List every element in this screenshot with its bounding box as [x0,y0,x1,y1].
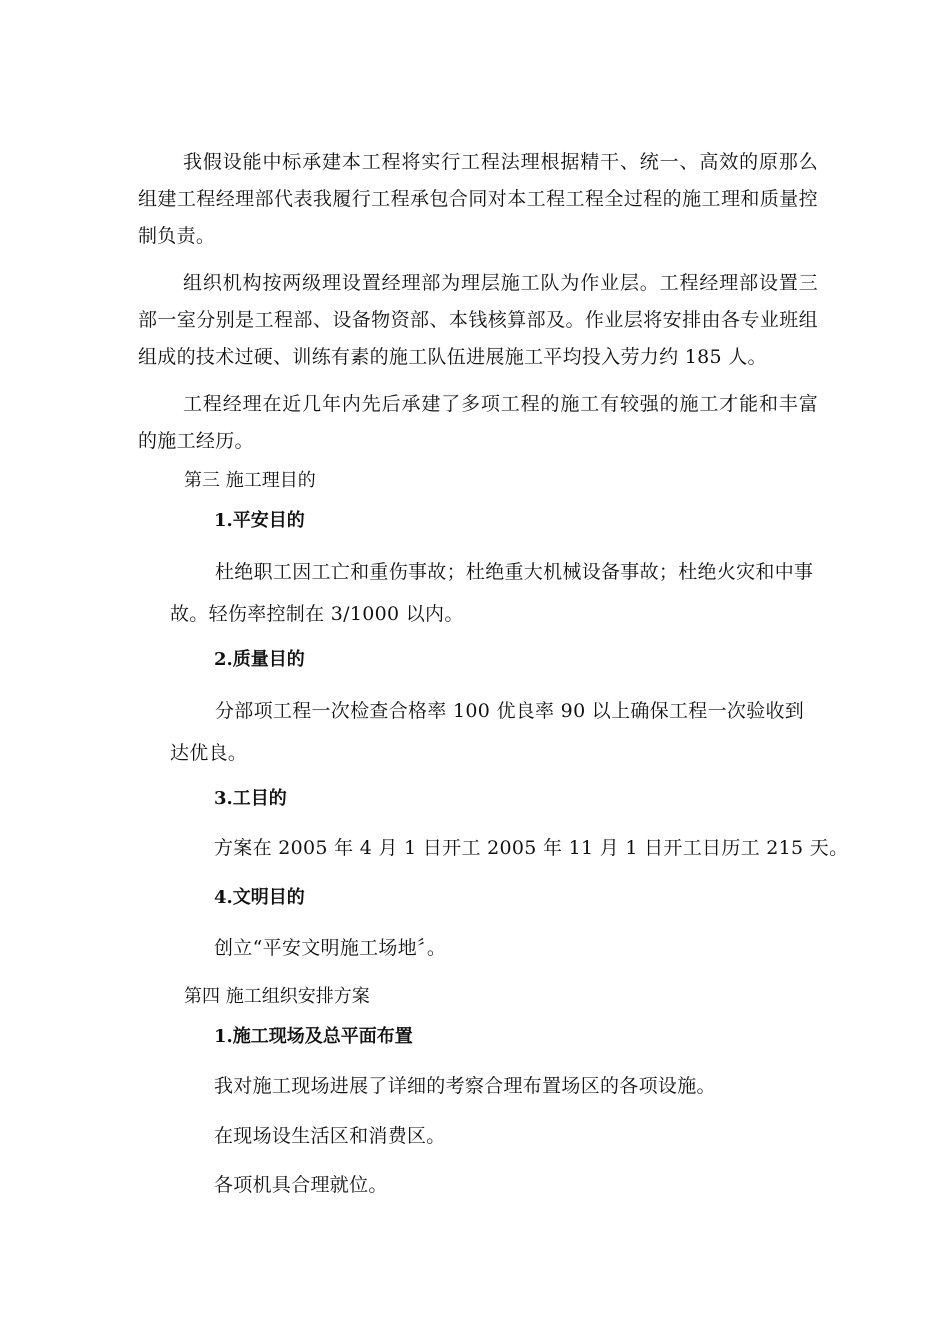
site-layout-line-3: 各项机具合理就位。 [214,1174,388,1196]
civilization-goal-heading: 4.文明目的 [214,887,305,908]
paragraph-organization: 组织机构按两级理设置经理部为理层施工队为作业层。工程经理部设置三部一室分别是工程部、设备物资部、本钱核算部及。作业层将安排由各专业班组组成的技术过硬、训练有素的施工队伍进展施工平均投入劳力约 185 人。 [138,272,818,368]
schedule-goal-text: 方案在 2005 年 4 月 1 日开工 2005 年 11 月 1 日开工日历工 215 天。 [214,837,849,859]
quality-goal-heading: 2.质量目的 [214,649,305,670]
section-3-title: 第三 施工理目的 [184,470,316,491]
schedule-goal-heading: 3.工目的 [214,788,287,809]
civilization-goal-text: 创立“平安文明施工场地〞。 [214,937,447,959]
paragraph-experience: 工程经理在近几年内先后承建了多项工程的施工有较强的施工才能和丰富的施工经历。 [138,393,818,452]
site-layout-line-2: 在现场设生活区和消费区。 [214,1125,446,1147]
safety-goal-heading: 1.平安目的 [214,510,305,531]
site-layout-line-1: 我对施工现场进展了详细的考察合理布置场区的各项设施。 [214,1075,716,1097]
paragraph-project-management: 我假设能中标承建本工程将实行工程法理根据精干、统一、高效的原那么组建工程经理部代表我履行工程承包合同对本工程工程全过程的施工理和质量控制负责。 [138,151,818,247]
safety-goal-text: 杜绝职工因工亡和重伤事故；杜绝重大机械设备事故；杜绝火灾和中事故。轻伤率控制在 3/1000 以内。 [170,561,814,625]
quality-goal-text: 分部项工程一次检查合格率 100 优良率 90 以上确保工程一次验收到达优良。 [170,700,805,764]
section-4-title: 第四 施工组织安排方案 [184,986,370,1007]
site-layout-heading: 1.施工现场及总平面布置 [214,1026,413,1047]
